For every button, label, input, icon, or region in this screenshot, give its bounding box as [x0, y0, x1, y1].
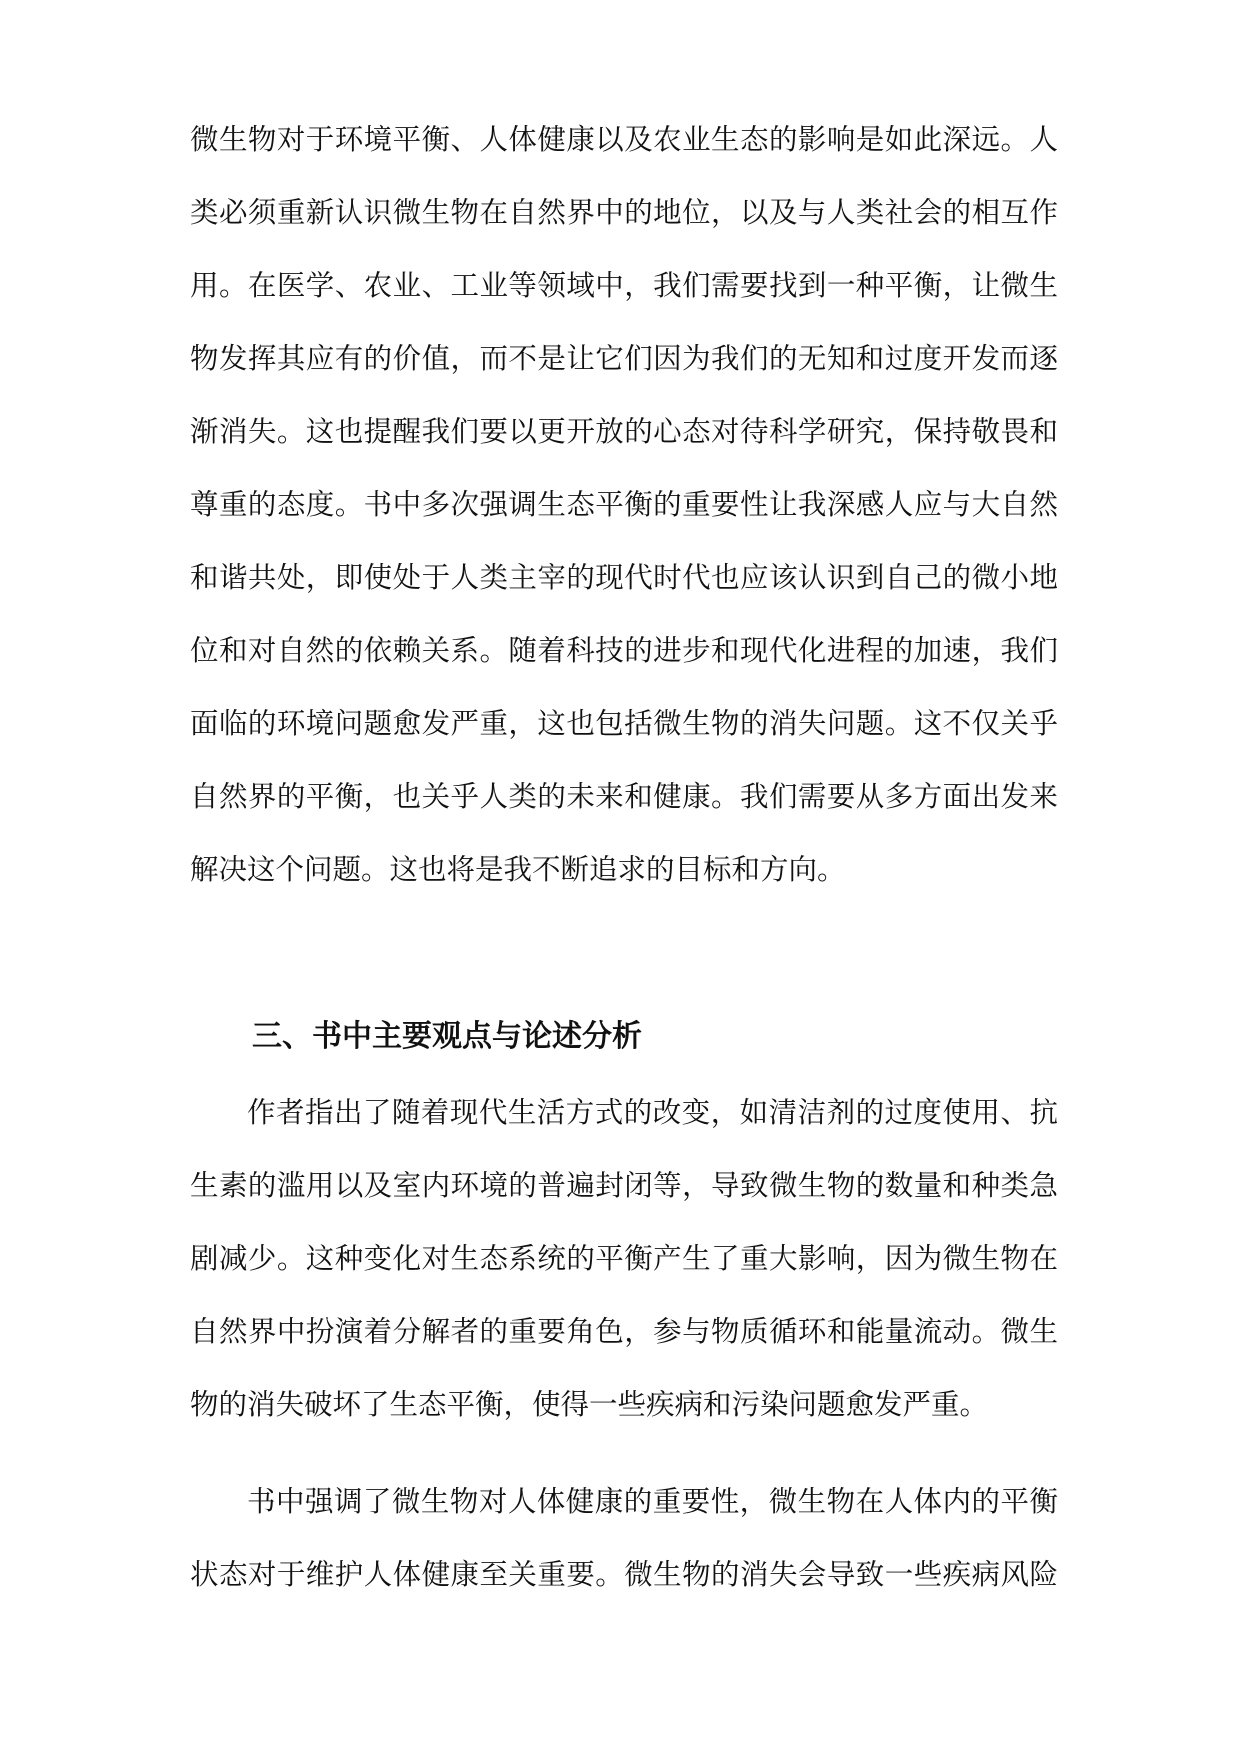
paragraph-line: 用。在医学、农业、工业等领域中，我们需要找到一种平衡，让微生: [190, 269, 1058, 302]
paragraph-line: 微生物对于环境平衡、人体健康以及农业生态的影响是如此深远。人: [190, 123, 1058, 156]
paragraph-line: 解决这个问题。这也将是我不断追求的目标和方向。: [190, 853, 846, 886]
paragraph-line: 和谐共处，即使处于人类主宰的现代时代也应该认识到自己的微小地: [190, 561, 1058, 594]
paragraph-line: 自然界的平衡，也关乎人类的未来和健康。我们需要从多方面出发来: [190, 780, 1058, 813]
paragraph-line: 渐消失。这也提醒我们要以更开放的心态对待科学研究，保持敬畏和: [190, 415, 1058, 448]
paragraph-line: 尊重的态度。书中多次强调生态平衡的重要性让我深感人应与大自然: [190, 488, 1058, 521]
paragraph-line: 物的消失破坏了生态平衡，使得一些疾病和污染问题愈发严重。: [190, 1388, 989, 1421]
paragraph-line: 面临的环境问题愈发严重，这也包括微生物的消失问题。这不仅关乎: [190, 707, 1058, 740]
paragraph-line: 生素的滥用以及室内环境的普遍封闭等，导致微生物的数量和种类急: [190, 1169, 1058, 1202]
paragraph-line: 剧减少。这种变化对生态系统的平衡产生了重大影响，因为微生物在: [190, 1242, 1058, 1275]
section-heading: 三、书中主要观点与论述分析: [252, 1019, 642, 1054]
paragraph-line: 位和对自然的依赖关系。随着科技的进步和现代化进程的加速，我们: [190, 634, 1058, 667]
paragraph-line: 类必须重新认识微生物在自然界中的地位，以及与人类社会的相互作: [190, 196, 1058, 229]
paragraph-line: 自然界中扮演着分解者的重要角色，参与物质循环和能量流动。微生: [190, 1315, 1058, 1348]
paragraph-line: 作者指出了随着现代生活方式的改变，如清洁剂的过度使用、抗: [247, 1096, 1058, 1129]
paragraph-line: 状态对于维护人体健康至关重要。微生物的消失会导致一些疾病风险: [190, 1558, 1058, 1591]
paragraph-line: 书中强调了微生物对人体健康的重要性，微生物在人体内的平衡: [247, 1485, 1058, 1518]
paragraph-line: 物发挥其应有的价值，而不是让它们因为我们的无知和过度开发而逐: [190, 342, 1058, 375]
